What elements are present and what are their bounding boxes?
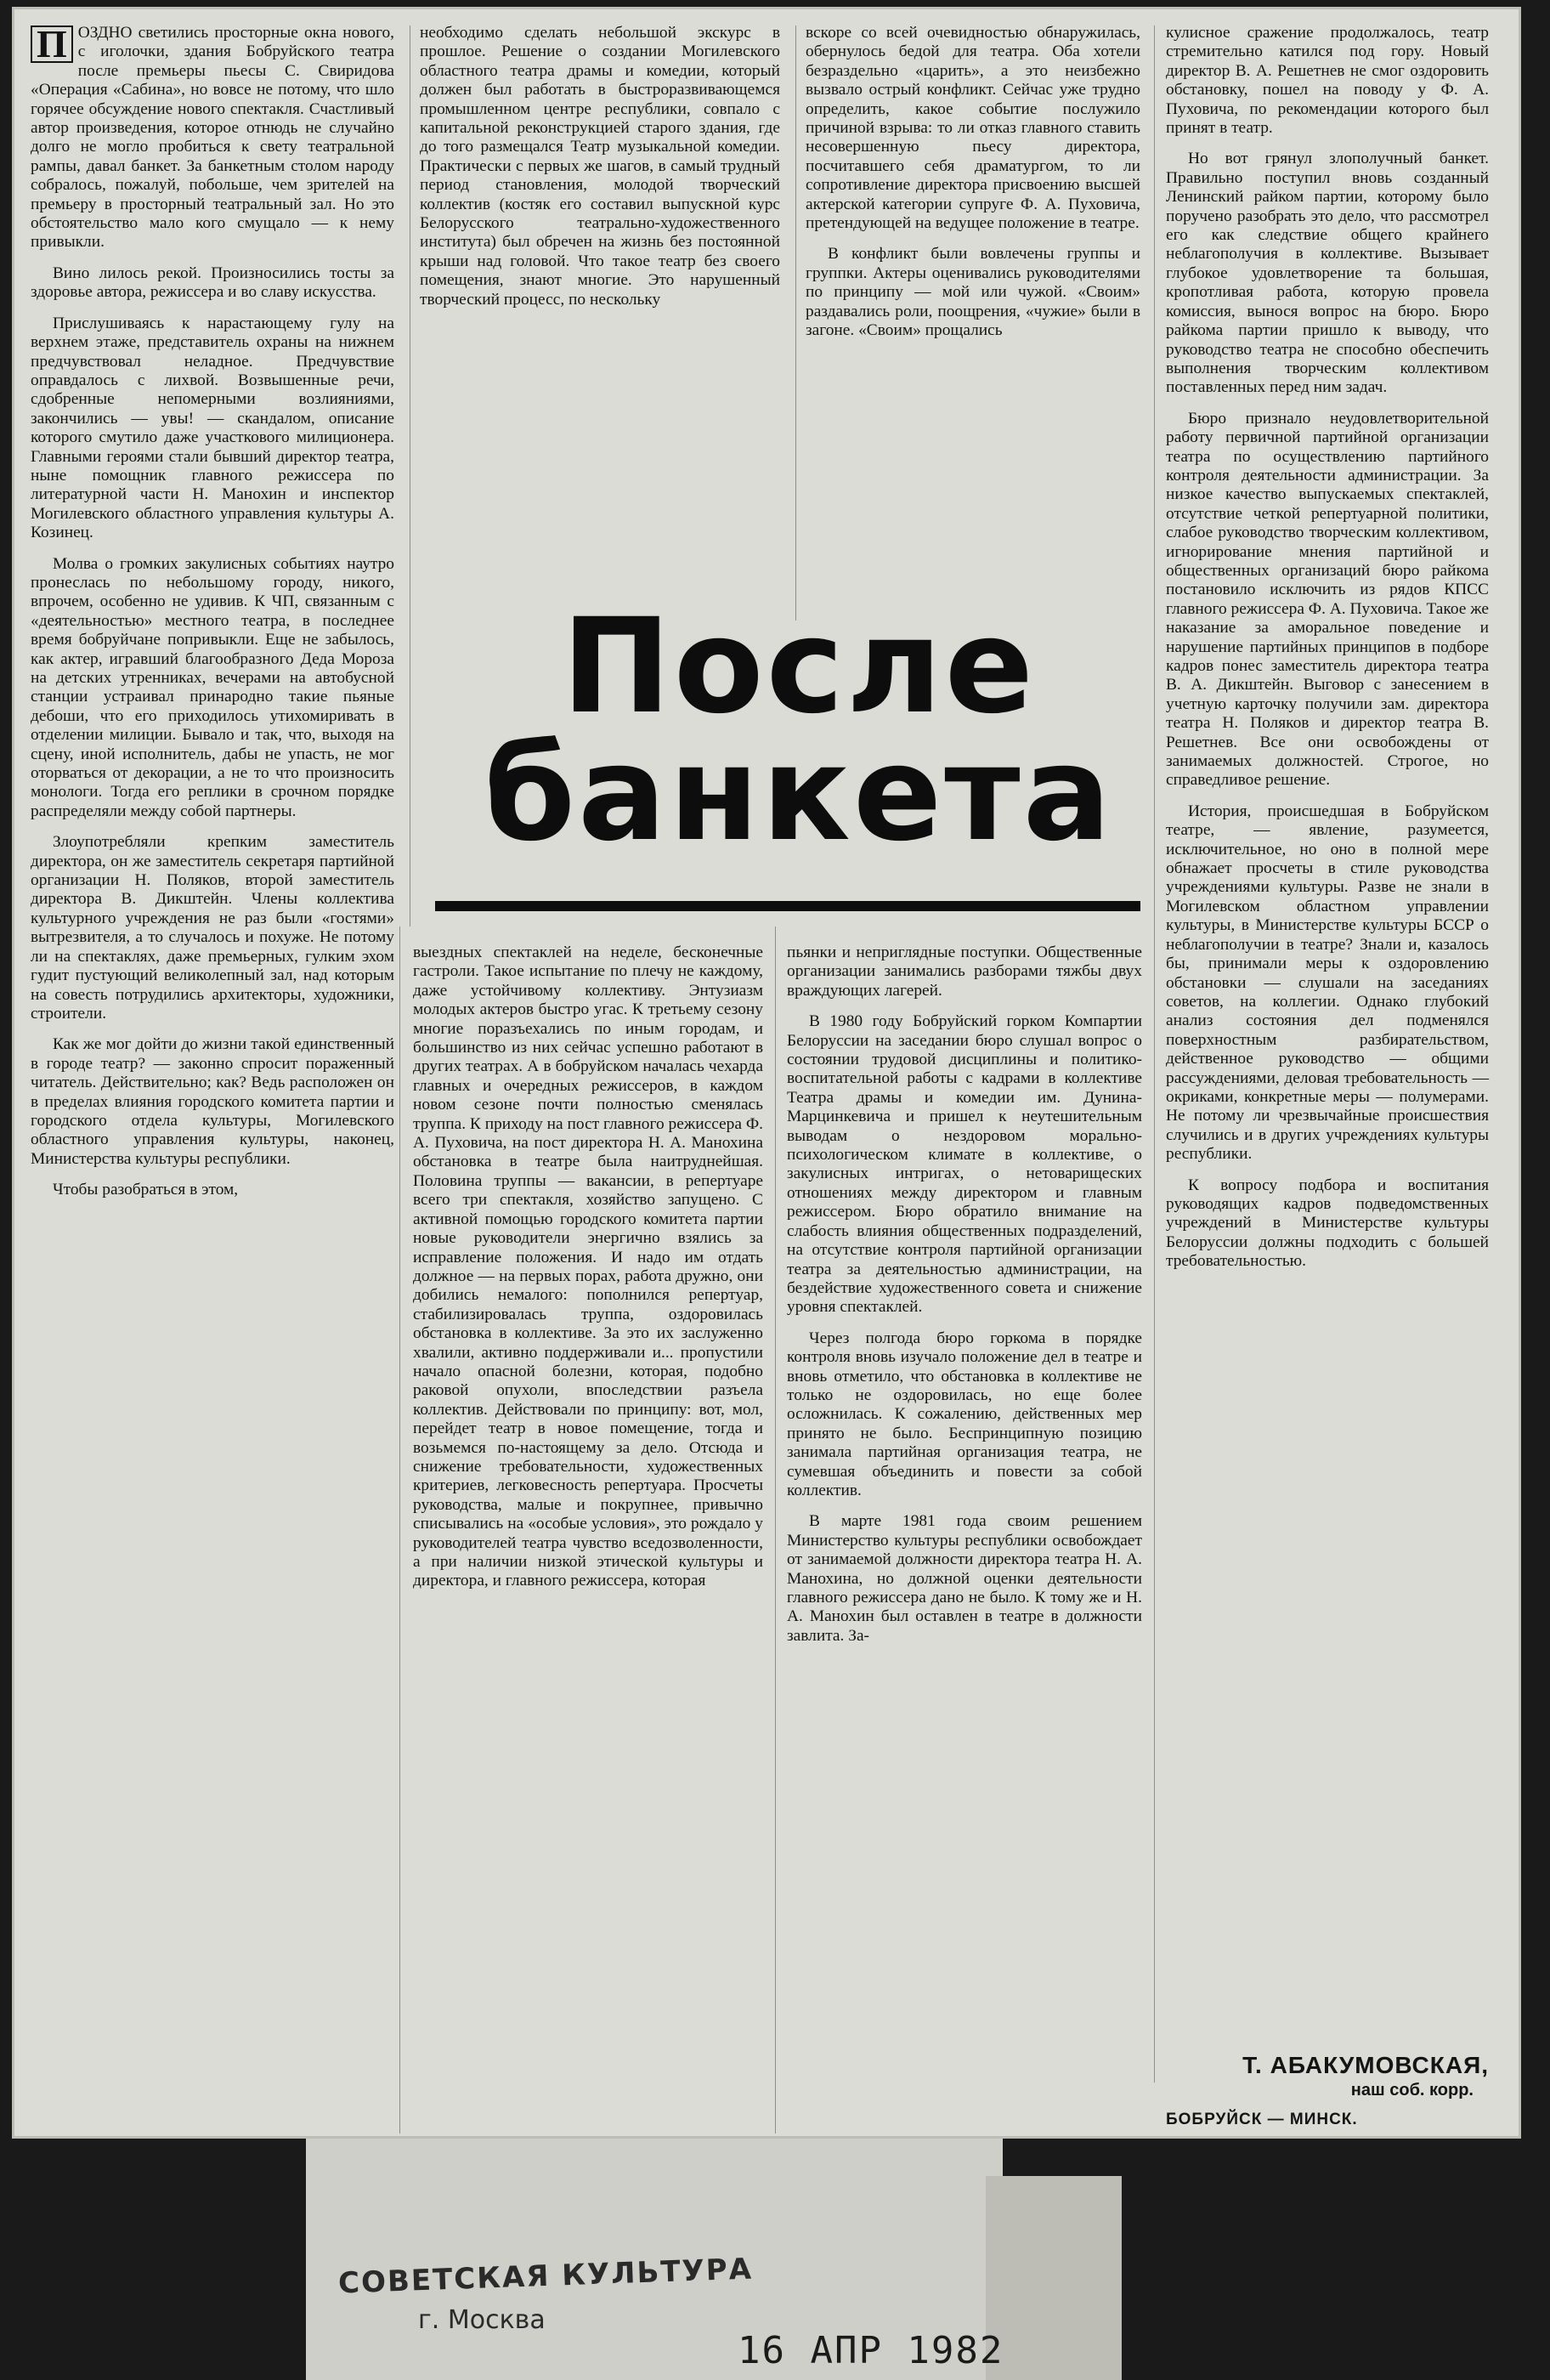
article-paragraph: Через полгода бюро горкома в порядке контроля вновь изучало положение дел в театре и вновь отметило, что обстановка в коллективе не только не оздоровилась, но еще более осложнилась. К сожалению, действенных мер принято не было. Беспринципную позицию занимала партийная организация театра, не сумевшая объединить и повести за собой коллектив. xyxy=(787,1329,1142,1499)
article-paragraph: Как же мог дойти до жизни такой единственный в городе театр? — законно спросит пораженный читатель. Действительно; как? Ведь расположен он в пределах влияния городского комитета партии и городского отдела культуры, Могилевского областного управления культуры, наконец, Министерства культуры республики. xyxy=(31,1035,394,1168)
article-paragraph: К вопросу подбора и воспитания руководящих кадров подведомственных учреждений в Министерстве культуры Белоруссии должны подходить с большей требовательностью. xyxy=(1166,1176,1489,1271)
column-divider xyxy=(795,26,796,620)
article-column-3-bottom xyxy=(787,944,1142,1658)
paragraph-text: ОЗДНО светились просторные окна нового, с иголочки, здания Бобруйского театра после премьеры пьесы С. Свиридова «Операция «Сабина», но вовсе не потому, что шло горячее обсуждение нового спектакля. Счастливый автор произведения, которое отнюдь не случайно долго не могло пробиться к свету театральной рампы, давал банкет. За банкетным столом народу собралось, пожалуй, побольше, чем зрителей на премьеру в просторный театральный зал. Но это обстоятельство мало кого смущало — к нему привыкли. xyxy=(31,24,394,252)
article-column-1 xyxy=(31,24,394,1212)
stamp-backing-edge xyxy=(986,2176,1122,2380)
article-column-2-top xyxy=(420,24,780,321)
article-column-2-bottom xyxy=(413,944,763,1603)
author-role: наш соб. корр. xyxy=(1350,2081,1474,2100)
article-paragraph: Вино лилось рекой. Произносились тосты за здоровье автора, режиссера и во славу искусства. xyxy=(31,264,394,302)
article-paragraph: вскоре со всей очевидностью обнаружилась, обернулось бедой для театра. Оба хотели безраздельно «царить», а это неизбежно вызвало острый конфликт. Сейчас уже трудно определить, какое событие послужило причиной взрыва: то ли отказ главного ставить несовершенную пьесу директора, посчитавшего себя драматургом, то ли сопротивление директора присвоению высшей актерской категории супруге Ф. А. Пуховича, претендующей на ведущее положение в театре. xyxy=(806,24,1140,233)
column-divider xyxy=(399,926,400,2134)
article-column-4 xyxy=(1166,24,1489,1284)
article-column-3-top xyxy=(806,24,1140,353)
article-paragraph: Молва о громких закулисных событиях наутро пронеслась по небольшому городу, никого, впрочем, особенно не удивив. К ЧП, связанным с «деятельностью» местного театра, в последнее время бобруйчане попривыкли. Еще не забылось, как актер, игравший благообразного Деда Мороза на детских утренниках, вечерами на автобусной станции устраивал принародно такие пьяные дебоши, что его приходилось утихомиривать в отделении милиции. Бывало и так, что, выходя на сцену, иной исполнитель, дабы не упасть, не мог оторваться от декорации, а не то что произносить монологи. Тогда его реплики в срочном порядке распределяли между собой партнеры. xyxy=(31,554,394,820)
byline xyxy=(1166,2052,1489,2129)
article-headline xyxy=(459,591,1139,870)
article-paragraph: Чтобы разобраться в этом, xyxy=(53,1181,239,1199)
article-paragraph: выездных спектаклей на неделе, бесконечные гастроли. Такое испытание по плечу не каждому, даже устойчивому коллективу. Энтузиазм молодых актеров быстро угас. К третьему сезону многие поразъехались по иным городам, и большинство из них сейчас успешно работают в других театрах. А в бобруйском началась чехарда главных и очередных режиссеров, в каждом новом сезоне почти полностью сменялась труппа. К приходу на пост главного режиссера Ф. А. Пуховича, на пост директора Н. А. Манохина обстановка в театре была наитруднейшая. Половина труппы — вакансии, в репертуаре всего три спектакля, хозяйство запущено. С активной помощью городского комитета партии новые руководители энергично взялись за исправление положения. И надо им отдать должное — на первых порах, работа дружно, они добились немалого: пополнился репертуар, стабилизировалась труппа, оздоровилась обстановка в коллективе. За это их заслуженно хвалили, активно поддерживали и... пропустили начало опасной болезни, которая, подобно раковой опухоли, впоследствии разъела коллектив. Действовали по принципу: вот, мол, перейдет театр в новое помещение, тогда и возьмемся по-настоящему за дело. Отсюда и снижение требовательности, художественных критериев, легковесность репертуара. Просчеты руководства, малые и покрупнее, привычно списывались на «особые условия», это рождало у руководителей театра чувство вседозволенности, а при наличии низкой этической культуры и директора, и главного режиссера, которая xyxy=(413,944,763,1590)
article-paragraph: Злоупотребляли крепким заместитель директора, он же заместитель секретаря партийной организации Н. Поляков, второй заместитель директора В. Дикштейн. Члены коллектива культурного учреждения не раз были «гостями» вытрезвителя, а то случалось и похуже. Не потому ли на спектаклях, даже премьерных, гулким эхом гудит пустующий великолепный зал, над которым на совесть потрудились архитекторы, художники, строители. xyxy=(31,833,394,1023)
article-paragraph: кулисное сражение продолжалось, театр стремительно катился под гору. Новый директор В. А. Решетнев не смог оздоровить обстановку, пошел на поводу у Ф. А. Пуховича, по рекомендации которого был принят в театр. xyxy=(1166,24,1489,138)
article-paragraph xyxy=(31,24,394,252)
headline-line-1: После xyxy=(561,591,1037,743)
article-paragraph: Бюро признало неудовлетворительной работу первичной партийной организации театра по осуществлению партийного контроля деятельности администрации. За низкое качество выпускаемых спектаклей, отсутствие четкой репертуарной политики, слабое руководство творческим коллективом, игнорирование мнения партийной и общественных организаций бюро райкома постановило исключить из рядов КПСС главного режиссера Ф. А. Пуховича. Такое же наказание за аморальное поведение и нарушение партийных принципов в подборе кадров понес заместитель директора театра В. А. Дикштейн. Выговор с занесением в учетную карточку получили зам. директора театра Н. Поляков и директор театра В. Решетнев. Все они освобождены от занимаемых должностей. Строгое, но справедливое решение. xyxy=(1166,409,1489,790)
column-divider xyxy=(775,926,776,2134)
dateline-place: БОБРУЙСК — МИНСК. xyxy=(1166,2111,1358,2128)
newspaper-name-stamp: СОВЕТСКАЯ КУЛЬТУРА xyxy=(337,2252,754,2301)
article-paragraph: В конфликт были вовлечены группы и группки. Актеры оценивались руководителями по принципу — мой или чужой. «Своим» раздавались роли, поощрения, «чужие» были в загоне. «Своим» прощались xyxy=(806,245,1140,340)
column-divider xyxy=(1154,26,1155,2082)
stamp-city: г. Москва xyxy=(418,2305,546,2335)
article-paragraph: Прислушиваясь к нарастающему гулу на верхнем этаже, представитель охраны на нижнем предчувствовал неладное. Предчувствие оправдалось с лихвой. Возвышенные речи, сдобренные непомерными возлияниями, закончились — увы! — скандалом, описание которого смутило даже участкового милиционера. Главными героями стали бывший директор театра, ныне помощник главного режиссера по литературной части Н. Манохин и инспектор Могилевского областного управления культуры А. Козинец. xyxy=(31,314,394,542)
article-paragraph: пьянки и неприглядные поступки. Общественные организации занимались разборами тяжбы двух враждующих лагерей. xyxy=(787,944,1142,1000)
article-paragraph: Но вот грянул злополучный банкет. Правильно поступил вновь созданный Ленинский райком партии, которому было поручено разобрать это дело, что рассмотрел его как следствие общего крайнего неблагополучия в коллективе. Вызывает глубокое удовлетворение та большая, кропотливая работа, которую провела комиссия, вынося вопрос на бюро. Бюро райкома партии пришло к выводу, что руководство театра не способно обеспечить выполнения творческим коллективом поставленных перед ним задач. xyxy=(1166,150,1489,397)
headline-line-2: банкета xyxy=(484,718,1114,870)
article-paragraph: В марте 1981 года своим решением Министерство культуры республики освобождает от занимаемой должности директора театра Н. А. Манохина, но должной оценки деятельности главного режиссера дано не было. К тому же и Н. А. Манохин был оставлен в театре в должности завлита. За- xyxy=(787,1512,1142,1645)
article-paragraph: История, происшедшая в Бобруйском театре, — явление, разумеется, исключительное, но оно в полной мере обнажает просчеты в стиле руководства учреждениями культуры. Разве не знали в Могилевском областном управлении культуры, в Министерстве культуры БССР о неблагополучии в театре? Знали и, казалось бы, принимали меры к оздоровлению обстановки — слушали на заседаниях советов, на коллегии. Однако глубокий анализ состояния дел подменялся поверхностным разбирательством, действенное руководство — общими рассуждениями, деловая требовательность — окриками, конкретные меры — полумерами. Не потому ли чрезвычайные происшествия случились и в других учреждениях культуры республики. xyxy=(1166,802,1489,1164)
drop-cap: П xyxy=(31,26,73,63)
date-stamp: 16 АПР 1982 xyxy=(738,2329,1004,2372)
article-paragraph: необходимо сделать небольшой экскурс в прошлое. Решение о создании Могилевского областного театра драмы и комедии, который должен был работать в быстроразвивающемся промышленном центре республики, совпало с капитальной реконструкцией старого здания, где до того размещался Театр музыкальной комедии. Практически с первых же шагов, в самый трудный период становления, молодой творческий коллектив (костяк его составил выпускной курс Белорусского театрально-художественного института) был обречен на жизнь без постоянной крыши над головой. Что такое театр без своего помещения, знают многие. Это нарушенный творческий процесс, по нескольку xyxy=(420,24,780,309)
article-paragraph: В 1980 году Бобруйский горком Компартии Белоруссии на заседании бюро слушал вопрос о состоянии трудовой дисциплины и политико-воспитательной работы с кадрами в коллективе Театра драмы и комедии им. Дунина-Марцинкевича и пришел к неутешительным выводам о нездоровом морально-психологическом климате в коллективе, о закулисных интригах, о нетоварищеских отношениях между директором и главным режиссером. Бюро обратило внимание на слабость влияния общественных подразделений, на отсутствие контроля партийной организации театра за деятельностью администрации, на бездействие художественного совета и снижение уровня спектаклей. xyxy=(787,1012,1142,1317)
headline-rule xyxy=(435,901,1140,911)
author-name: Т. АБАКУМОВСКАЯ, xyxy=(1242,2052,1489,2078)
